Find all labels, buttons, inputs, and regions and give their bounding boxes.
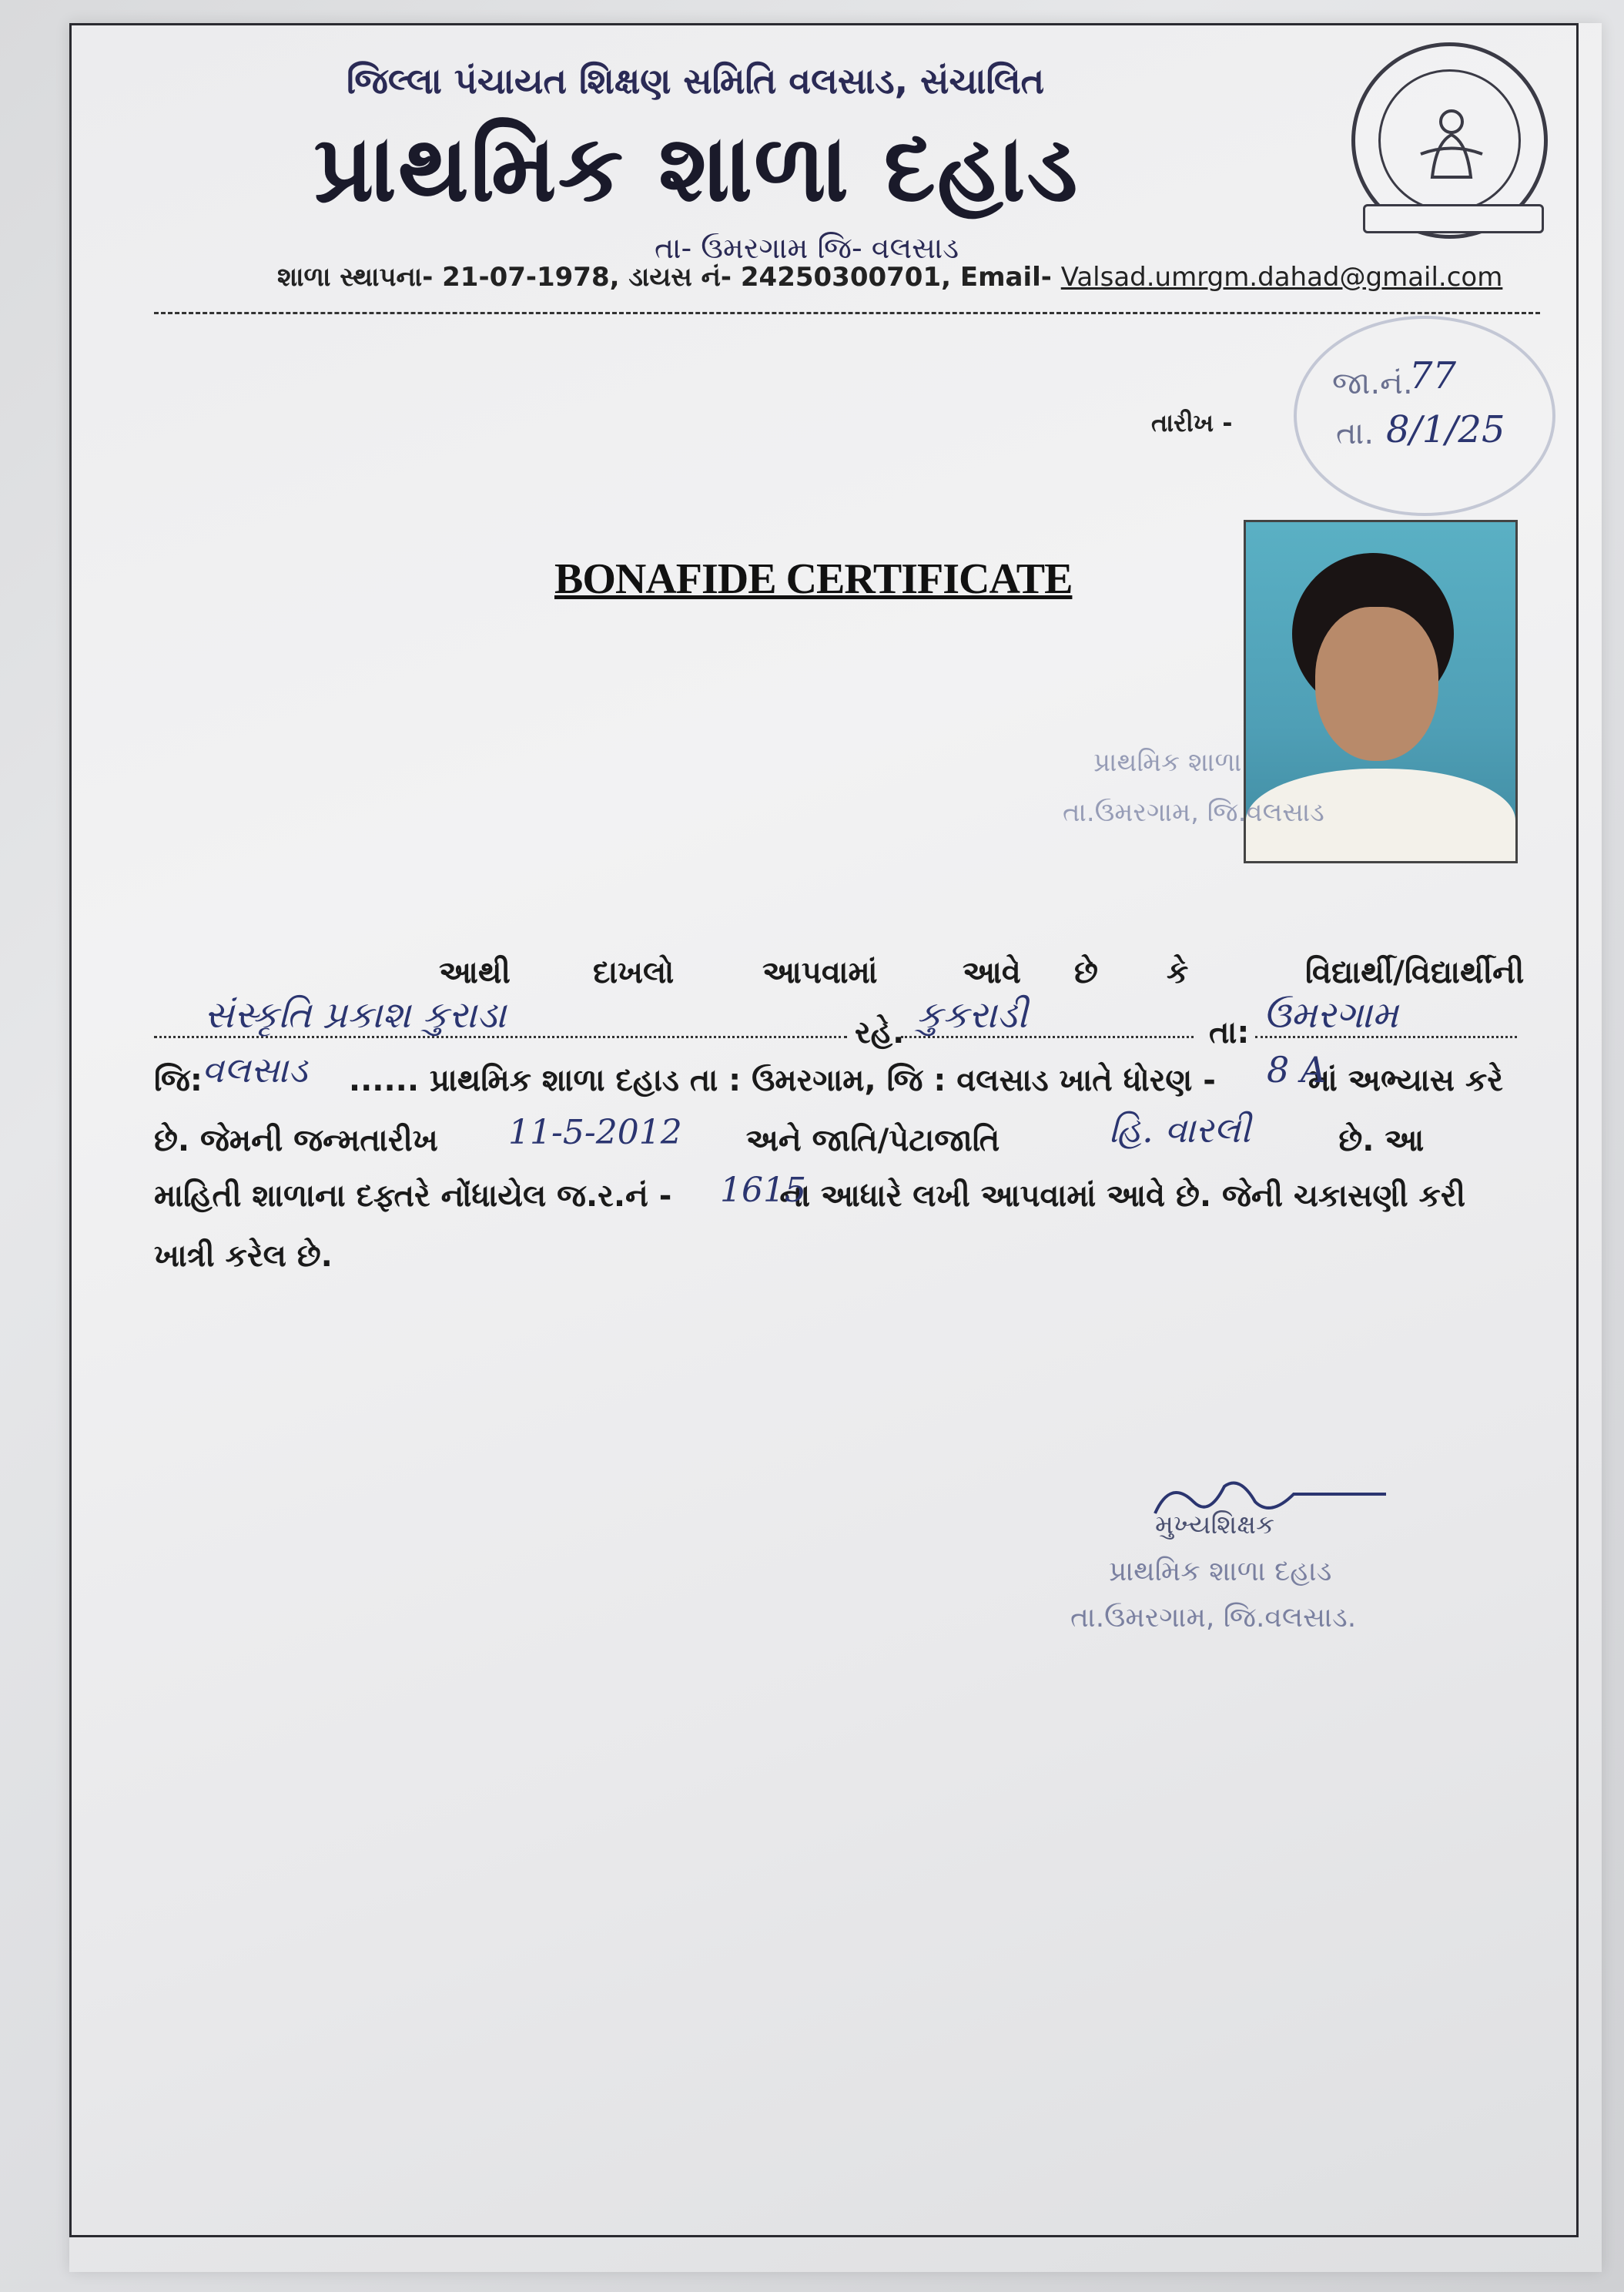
dob-handwritten: 11-5-2012 bbox=[508, 1113, 682, 1152]
photo-face bbox=[1315, 607, 1438, 761]
body-word: વિદ્યાર્થી/વિદ્યાર્થીની bbox=[1305, 955, 1525, 990]
header-divider bbox=[154, 312, 1540, 314]
body-word: કે bbox=[1167, 955, 1189, 990]
managing-body-line: જિલ્લા પંચાયત શિક્ષણ સમિતિ વલસાડ, સંચાલિત bbox=[347, 60, 1045, 102]
school-name: પ્રાથમિક શાળા દહાડ bbox=[313, 116, 1080, 223]
school-email: Valsad.umrgm.dahad@gmail.com bbox=[1060, 262, 1503, 293]
body-word: આપવામાં bbox=[762, 955, 878, 990]
saraswati-figure-icon bbox=[1409, 100, 1494, 185]
photo-stamp-line1: પ્રાથમિક શાળા bbox=[1093, 747, 1242, 778]
body-line-6: ખાત્રી કરેલ છે. bbox=[154, 1238, 333, 1274]
signature-school-stamp: પ્રાથમિક શાળા દહાડ bbox=[1109, 1556, 1332, 1587]
body-word: છે bbox=[1074, 955, 1098, 990]
headmaster-title: મુખ્યશિક્ષક bbox=[1155, 1510, 1275, 1540]
village-label: રહે. bbox=[855, 1015, 905, 1050]
standard-handwritten: 8 A bbox=[1267, 1049, 1327, 1091]
dob-label: છે. જેમની જન્મતારીખ bbox=[154, 1123, 438, 1158]
outward-number-value: 77 bbox=[1409, 354, 1457, 397]
school-seal-logo bbox=[1351, 42, 1548, 239]
body-word: આવે bbox=[963, 955, 1021, 990]
school-info-line bbox=[277, 262, 1502, 293]
taluka-label: તા: bbox=[1209, 1015, 1250, 1050]
photo-stamp-line2: તા.ઉમરગામ, જિ.વલસાડ bbox=[1063, 797, 1324, 828]
body-line-3-suffix: માં અભ્યાસ કરે bbox=[1308, 1063, 1503, 1098]
body-word: દાખલો bbox=[593, 955, 675, 990]
caste-handwritten: હિ. વારલી bbox=[1109, 1109, 1251, 1151]
body-word: આથી bbox=[439, 955, 511, 990]
body-line-3-middle: ...... પ્રાથમિક શાળા દહાડ તા : ઉમરગામ, જિ : વલસાડ ખાતે ધોરણ - bbox=[348, 1063, 1216, 1098]
seal-ribbon bbox=[1363, 204, 1544, 233]
stamp-date-label: તા. bbox=[1336, 416, 1375, 451]
body-line-4-suffix: છે. આ bbox=[1338, 1123, 1425, 1158]
register-label: માહિતી શાળાના દફ્તરે નોંધાયેલ જ.ર.નં - bbox=[154, 1178, 672, 1214]
outward-number-label: જા.નં. bbox=[1332, 366, 1413, 401]
school-info-text: શાળા સ્થાપના- 21-07-1978, ડાયસ નં- 24250300701, Email- bbox=[277, 262, 1061, 293]
student-name-handwritten: સંસ્કૃતિ પ્રકાશ કુરાડા bbox=[204, 994, 507, 1037]
body-line-5-suffix: ના આધારે લખી આપવામાં આવે છે. જેની ચકાસણી કરી bbox=[779, 1178, 1466, 1214]
signature-location-stamp: તા.ઉમરગામ, જિ.વલસાડ. bbox=[1070, 1602, 1357, 1634]
caste-label: અને જાતિ/પેટાજાતિ bbox=[745, 1123, 1000, 1158]
body-line-5 bbox=[154, 1178, 1465, 1214]
stamp-date-value: 8/1/25 bbox=[1386, 408, 1505, 451]
taluka-handwritten: ઉમરગામ bbox=[1263, 994, 1398, 1037]
district-label: જિ: bbox=[154, 1063, 203, 1098]
register-number-handwritten: 1615 bbox=[720, 1171, 806, 1210]
taluka-district-line: તા- ઉમરગામ જિ- વલસાડ bbox=[655, 231, 959, 265]
village-handwritten: કુકરાડી bbox=[916, 994, 1028, 1037]
certificate-title: BONAFIDE CERTIFICATE bbox=[554, 555, 1073, 603]
date-label: તારીખ - bbox=[1151, 408, 1233, 437]
district-handwritten: વલસાડ bbox=[202, 1049, 308, 1091]
